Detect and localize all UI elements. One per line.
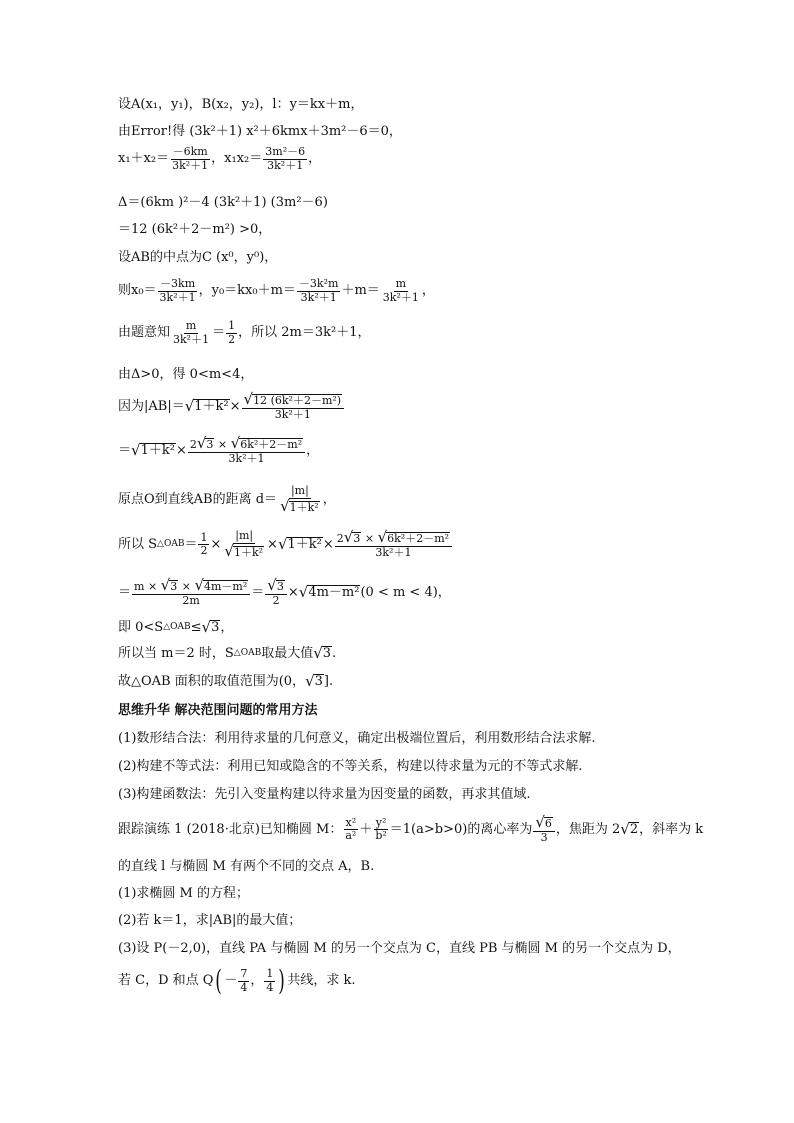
line-discriminant-result: [118, 222, 694, 238]
numerator: x²: [345, 815, 357, 829]
fraction: [335, 530, 452, 559]
line-range-m: [118, 367, 694, 383]
sqrt: √ 3: [267, 576, 284, 594]
text: 则x₀＝: [118, 283, 157, 299]
method-3: [118, 787, 694, 803]
text: Δ＝(6km )²－4 (3k²＋1) (3m²－6): [118, 195, 328, 210]
sqrt: √ 3: [305, 672, 323, 691]
text: ＋: [359, 821, 373, 837]
radicand: 6k²＋2－m²: [240, 437, 303, 451]
line-distance: [118, 485, 694, 514]
text: 原点O到直线AB的距离 d＝: [118, 491, 278, 507]
text: 故△OAB 面积的取值范围为(0，: [118, 674, 306, 689]
line-condition: [118, 320, 694, 346]
text: 即 0<S: [118, 620, 164, 635]
fraction: [238, 968, 249, 994]
text: 所以 S: [118, 536, 158, 552]
subscript: △OAB: [233, 648, 262, 659]
fraction: [381, 278, 421, 304]
radicand: 12 (6k²＋2－m²): [253, 393, 342, 407]
line-midpoint-coords: [118, 278, 694, 304]
radicand: 3: [314, 674, 323, 690]
text: ×: [287, 584, 299, 600]
fraction: [188, 436, 305, 465]
fraction: [297, 278, 341, 304]
denominator: 4: [240, 980, 248, 994]
radicand: 1＋k²: [289, 500, 319, 514]
text: ×: [175, 442, 187, 458]
sqrt: √ 4m－m²: [298, 583, 360, 602]
text: ×: [178, 580, 195, 593]
question-3: [118, 941, 694, 957]
fraction: [170, 146, 210, 172]
sqrt: √ 1＋k²: [224, 541, 264, 560]
text: (1)求椭圆 M 的方程；: [118, 886, 249, 901]
fraction: [158, 278, 198, 304]
radicand: 1＋k²: [140, 442, 175, 458]
denominator: 2: [272, 593, 280, 607]
denominator: 2: [228, 332, 236, 346]
radicand: 3: [170, 579, 178, 593]
fraction: [198, 532, 209, 558]
radicand: 3: [276, 579, 284, 593]
sqrt: √ 1＋k²: [280, 496, 319, 515]
text: m ×: [134, 580, 161, 593]
radicand: 1＋k²: [194, 398, 229, 414]
denominator: b²: [375, 829, 387, 843]
text: 所以当 m＝2 时，S: [118, 646, 234, 661]
fraction: [222, 530, 266, 559]
text: ，所以 2m＝3k²＋1，: [238, 325, 371, 341]
text: 由题意知: [118, 325, 171, 341]
right-paren: ): [278, 964, 286, 997]
sqrt: √ 6: [535, 813, 552, 831]
line-conclusion: [118, 674, 694, 690]
sqrt: √ 6k²＋2－m²: [377, 528, 450, 546]
text: ×: [210, 536, 222, 552]
line-max: [118, 646, 694, 662]
sqrt: √ 3: [313, 644, 332, 663]
numerator: －3km: [160, 277, 196, 290]
coefficient: 2: [189, 438, 197, 451]
denominator: 3k²＋1: [172, 158, 209, 172]
denominator: 2: [200, 544, 208, 558]
denominator: 4: [266, 980, 274, 994]
text: x₁＋x₂＝: [118, 151, 170, 167]
text: 设AB的中点为C (x⁰，y⁰)，: [118, 250, 278, 265]
text: ＝: [251, 584, 265, 600]
fraction: [373, 817, 388, 843]
text: ，y₀＝kx₀＋m＝: [198, 283, 296, 299]
sqrt: √ 2: [620, 820, 639, 839]
text: 设A(x₁，y₁)，B(x₂，y₂)，l：y＝kx＋m，: [118, 97, 364, 112]
denominator: 3k²＋1: [300, 290, 337, 304]
radicand: 4m－m²: [204, 579, 248, 593]
coefficient: 2: [336, 532, 344, 545]
denominator: 3: [540, 830, 548, 844]
heading: 思维升华 解决范围问题的常用方法: [118, 703, 318, 718]
denominator: 3k²＋1: [173, 332, 210, 346]
fraction: [132, 578, 250, 607]
sqrt: √ 3: [343, 528, 361, 546]
denominator: a²: [345, 829, 357, 843]
text: ，: [220, 620, 234, 635]
text: ×: [267, 536, 278, 552]
text: ＝: [118, 584, 132, 600]
text: (3)构建函数法：先引入变量构建以待求量为因变量的函数，再求其值域.: [118, 787, 531, 802]
fraction: [242, 392, 345, 421]
text: ，: [421, 283, 435, 299]
fraction: [278, 485, 322, 514]
text: 由Error!得 (3k²＋1) x²＋6kmx＋3m²－6＝0，: [118, 124, 402, 139]
text: 跟踪演练 1 (2018·北京)已知椭圆 M：: [118, 821, 343, 837]
sqrt: √ 4m－m²: [194, 576, 248, 594]
fraction: [226, 320, 237, 346]
text: ，: [306, 442, 320, 458]
text: ＝1(a>b>0)的离心率为: [389, 821, 533, 837]
text: ，: [308, 151, 322, 167]
text: ，: [250, 973, 264, 989]
denominator: 3k²＋1: [382, 290, 419, 304]
sqrt: √ 1＋k²: [277, 535, 322, 554]
radicand: 6: [544, 816, 552, 830]
denominator: 3k²＋1: [228, 451, 265, 465]
numerator: y²: [375, 815, 387, 829]
line-area-simplified: [118, 578, 694, 607]
denominator: 3k²＋1: [267, 158, 304, 172]
subscript: △OAB: [157, 539, 185, 550]
radicand: 1＋k²: [233, 545, 264, 559]
text: ＝: [118, 442, 132, 458]
denominator: 3k²＋1: [375, 545, 412, 559]
text: (2)构建不等式法：利用已知或隐含的不等关系，构建以待求量为元的不等式求解.: [118, 759, 583, 774]
denominator: 3k²＋1: [159, 290, 196, 304]
text: ×: [214, 438, 231, 451]
radicand: 3: [211, 620, 220, 636]
text: ＝: [212, 325, 226, 341]
line-set-points: [118, 97, 694, 113]
numerator: |m|: [290, 484, 309, 497]
line-system: [118, 124, 694, 140]
numerator: －3k²m: [298, 277, 339, 290]
line-area-range: [118, 620, 694, 636]
text: ×: [361, 532, 378, 545]
radicand: 3: [353, 531, 361, 545]
sqrt: √ 1＋k²: [131, 441, 175, 460]
text: 取最大值: [261, 646, 314, 661]
text: 由Δ>0，得 0<m<4，: [118, 367, 254, 382]
text: ].: [323, 674, 334, 689]
exercise-statement: [118, 813, 704, 844]
text: ，: [322, 491, 336, 507]
denominator: 3k²＋1: [274, 407, 311, 421]
denominator: 2m: [182, 593, 200, 607]
fraction: [533, 815, 555, 844]
radicand: 6k²＋2－m²: [387, 531, 450, 545]
text: 因为|AB|＝: [118, 398, 185, 414]
text: 共线，求 k.: [287, 973, 356, 989]
radicand: 3: [206, 437, 214, 451]
question-3-cont: [118, 964, 694, 997]
text: ，x₁x₂＝: [211, 151, 263, 167]
text: ＝12 (6k²＋2－m²) >0，: [118, 222, 272, 237]
text: (1)数形结合法：利用待求量的几何意义，确定出极端位置后，利用数形结合法求解.: [118, 731, 596, 746]
text: (0 < m < 4)，: [360, 584, 451, 600]
subscript: △OAB: [163, 622, 191, 633]
numerator: 1: [228, 319, 236, 332]
radicand: 4m－m²: [308, 584, 360, 600]
fraction: [265, 578, 287, 607]
radicand: 2: [629, 821, 639, 837]
fraction: [264, 968, 275, 994]
sqrt: √ 3: [201, 618, 220, 637]
radicand: 1＋k²: [287, 536, 322, 552]
line-discriminant: [118, 195, 694, 211]
section-heading-summary: [118, 703, 694, 719]
numerator: 1: [266, 966, 274, 980]
left-paren: (: [215, 964, 223, 997]
radicand: 3: [322, 646, 332, 662]
text: ×: [229, 398, 241, 414]
text: ，焦距为 2: [555, 821, 621, 837]
question-2: [118, 913, 694, 929]
numerator: 3m²－6: [265, 145, 306, 158]
line-chord-length: [118, 392, 694, 421]
text: －: [224, 973, 238, 989]
sqrt: √ 3: [196, 434, 214, 452]
line-area: [118, 530, 694, 559]
line-vieta: [118, 146, 694, 172]
sqrt: √ 6k²＋2－m²: [230, 434, 303, 452]
text: (3)设 P(－2,0)，直线 PA 与椭圆 M 的另一个交点为 C，直线 PB 与椭圆 M 的另一个交点为 D，: [118, 941, 681, 956]
question-1: [118, 886, 694, 902]
text: (2)若 k＝1，求|AB|的最大值；: [118, 913, 302, 928]
numerator: －6km: [172, 145, 208, 158]
line-chord-length-simplified: [118, 436, 694, 465]
numerator: 1: [200, 530, 208, 544]
text: ＋m＝: [341, 283, 380, 299]
text: ，斜率为 k: [639, 821, 704, 837]
line-midpoint: [118, 250, 694, 266]
numerator: |m|: [235, 529, 254, 542]
numerator: m: [185, 319, 197, 332]
sqrt: √ 1＋k²: [184, 397, 229, 416]
fraction: [171, 320, 211, 346]
text: .: [332, 646, 337, 661]
numerator: 7: [240, 966, 248, 980]
sqrt: √ 12 (6k²＋2－m²): [243, 390, 342, 408]
method-1: [118, 731, 694, 747]
text: ≤: [190, 620, 202, 635]
sqrt: √ 3: [160, 576, 178, 594]
fraction: [343, 817, 358, 843]
text: 若 C，D 和点 Q: [118, 973, 214, 989]
method-2: [118, 759, 694, 775]
fraction: [263, 146, 307, 172]
exercise-statement-cont: [118, 859, 694, 875]
text: 的直线 l 与椭圆 M 有两个不同的交点 A，B.: [118, 859, 375, 874]
numerator: m: [395, 277, 407, 290]
text: ×: [322, 536, 334, 552]
text: ＝: [184, 536, 198, 552]
